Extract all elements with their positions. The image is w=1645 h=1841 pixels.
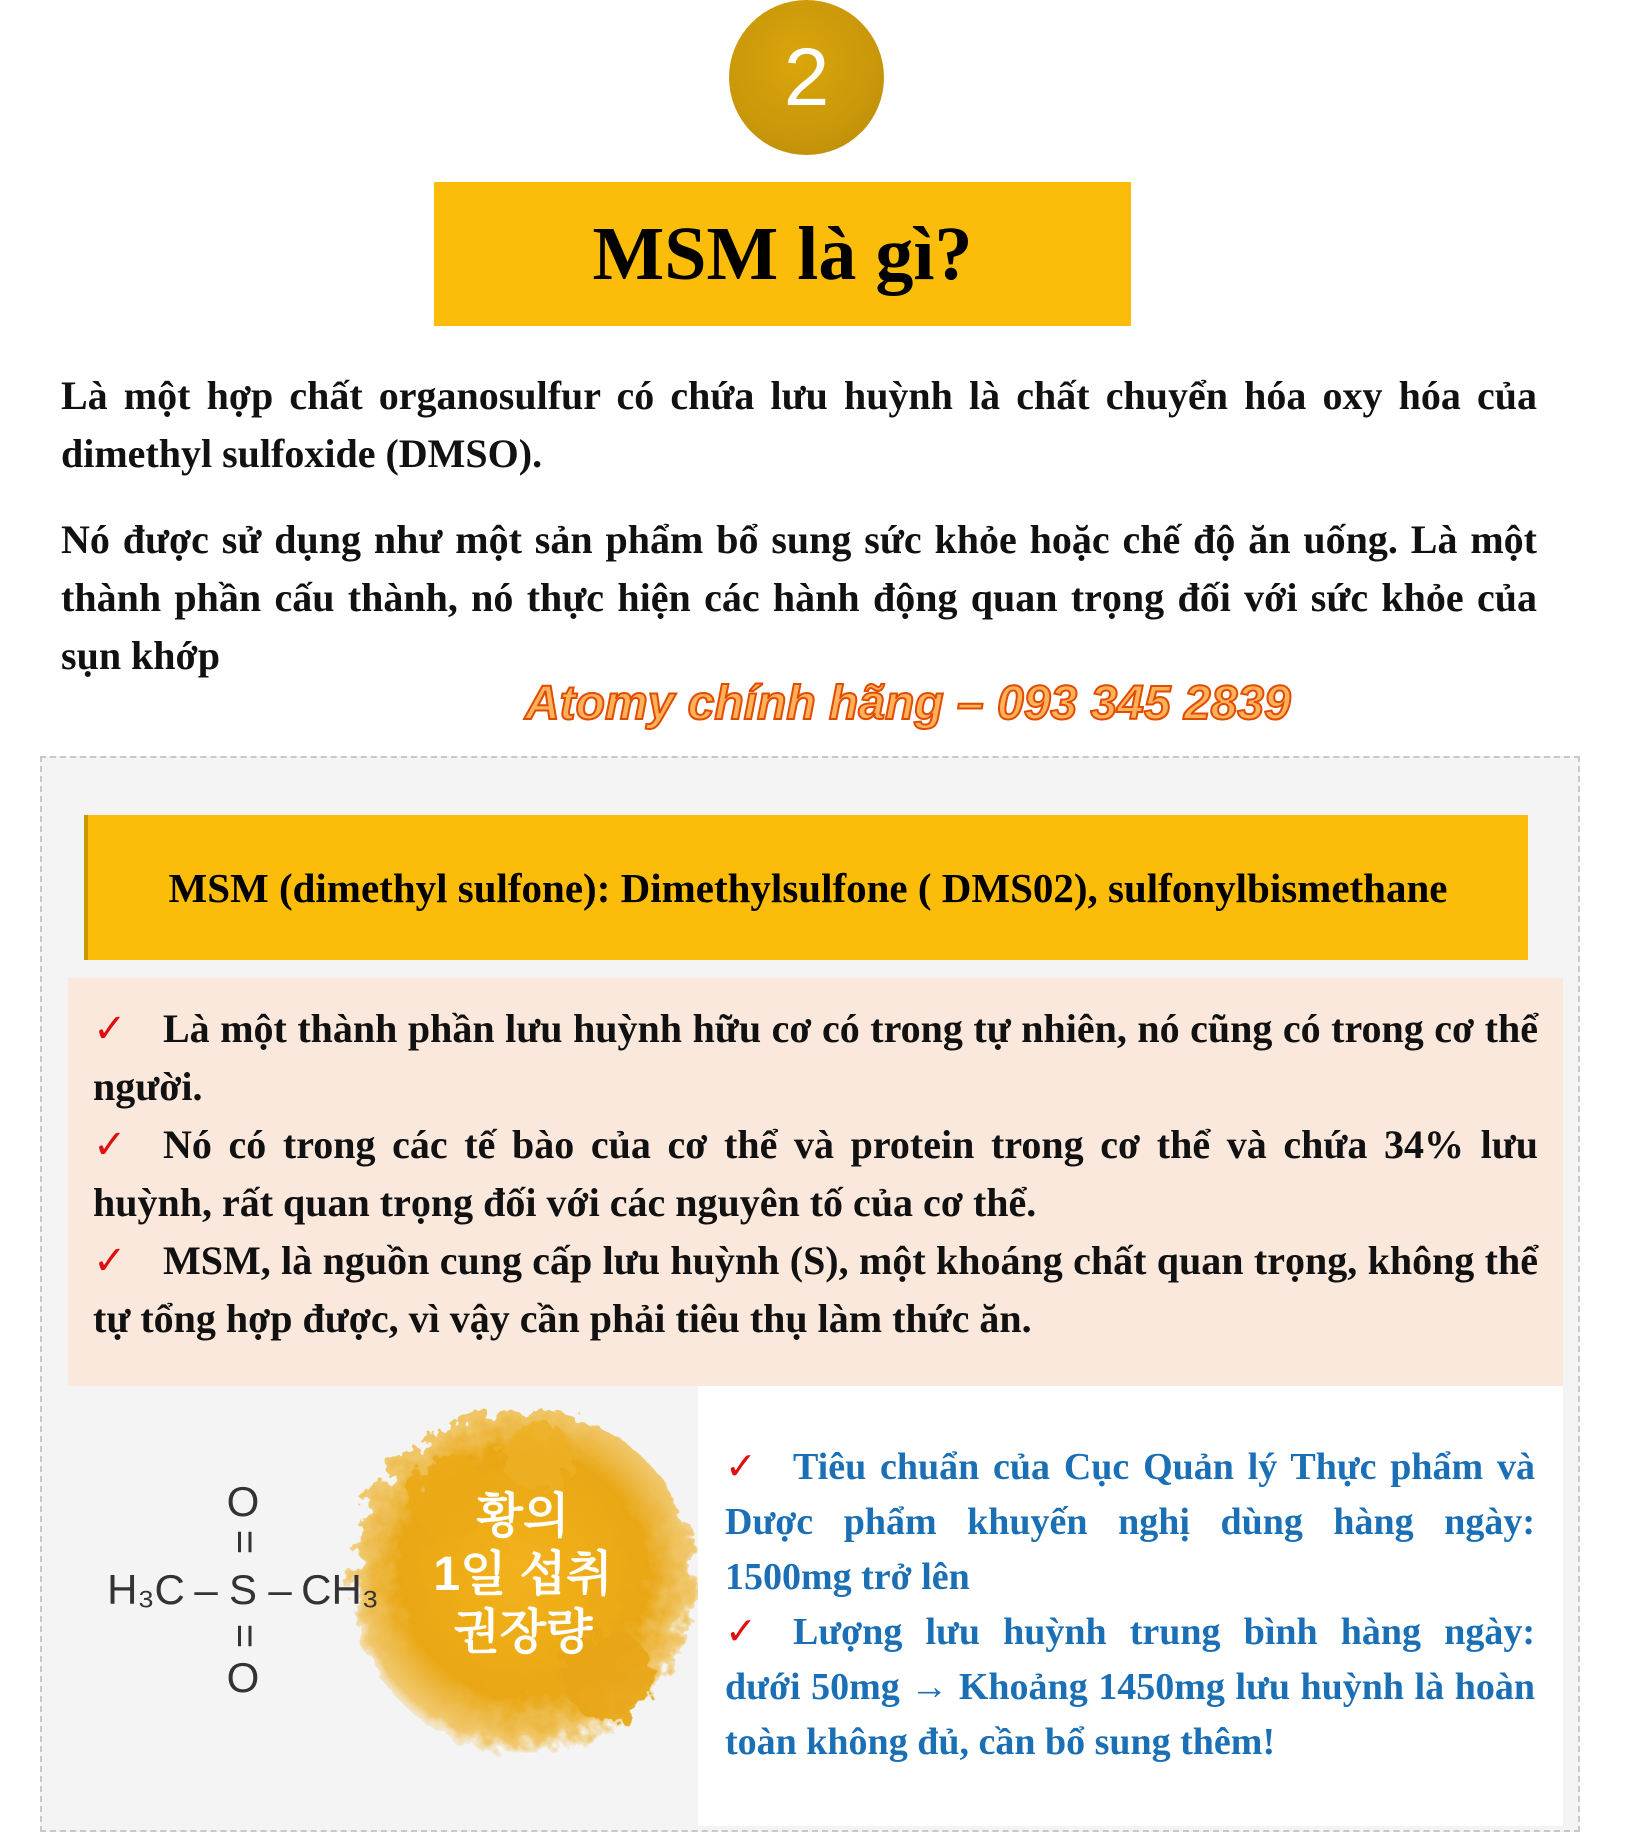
oxygen-bottom: O xyxy=(226,1654,260,1701)
methyl-right: CH₃ xyxy=(301,1566,379,1613)
intro-paragraph-2: Nó được sử dụng như một sản phẩm bổ sung sức khỏe hoặc chế độ ăn uống. Là một thành phần cấu thành, nó thực hiện các hành động quan trọng đối với sức khỏe của sụn khớp xyxy=(61,517,1537,678)
fact-item xyxy=(93,1232,1538,1348)
msm-illustration xyxy=(68,1386,698,1826)
check-icon: ✓ xyxy=(93,1122,127,1167)
fact-item xyxy=(93,1116,1538,1232)
intro-paragraph-1: Là một hợp chất organosulfur có chứa lưu huỳnh là chất chuyển hóa oxy hóa của dimethyl sulfoxide (DMSO). xyxy=(61,373,1537,476)
step-number: 2 xyxy=(783,31,830,123)
title-banner xyxy=(434,182,1131,326)
bond-right: – xyxy=(268,1566,292,1613)
fact-text: Là một thành phần lưu huỳnh hữu cơ có trong tự nhiên, nó cũng có trong cơ thể người. xyxy=(93,1006,1538,1109)
double-bond-bottom: = xyxy=(222,1623,269,1649)
msm-structure-image xyxy=(68,1386,698,1826)
check-icon: ✓ xyxy=(725,1611,757,1653)
oxygen-top: O xyxy=(226,1478,260,1525)
dosage-notes xyxy=(698,1386,1563,1826)
dose-note-text: Tiêu chuẩn của Cục Quản lý Thực phẩm và Dược phẩm khuyến nghị dùng hàng ngày: 1500mg trở lên xyxy=(725,1446,1535,1598)
bond-left: – xyxy=(194,1566,218,1613)
check-icon: ✓ xyxy=(725,1446,757,1488)
powder-label-line-3: 권장량 xyxy=(453,1606,593,1659)
fact-item xyxy=(93,1000,1538,1116)
step-number-badge xyxy=(729,0,884,155)
powder-label-line-1: 황의 xyxy=(476,1490,570,1543)
dose-note-text: Lượng lưu huỳnh trung bình hàng ngày: dưới 50mg → Khoảng 1450mg lưu huỳnh là hoàn toàn không đủ, cần bổ sung thêm! xyxy=(725,1611,1535,1763)
definition-title: MSM (dimethyl sulfone): Dimethylsulfone ( DMS02), sulfonylbismethane xyxy=(168,864,1448,911)
facts-box xyxy=(68,978,1563,1386)
definition-banner xyxy=(88,815,1528,960)
check-icon: ✓ xyxy=(93,1238,127,1283)
sulfur-atom: S xyxy=(228,1566,258,1613)
powder-label-line-2: 1일 섭취 xyxy=(433,1548,613,1601)
dose-note xyxy=(725,1440,1535,1605)
fact-text: Nó có trong các tế bào của cơ thể và protein trong cơ thể và chứa 34% lưu huỳnh, rất quan trọng đối với các nguyên tố của cơ thể. xyxy=(93,1122,1538,1225)
seller-watermark: Atomy chính hãng – 093 345 2839 xyxy=(525,677,1291,730)
check-icon: ✓ xyxy=(93,1006,127,1051)
fact-text: MSM, là nguồn cung cấp lưu huỳnh (S), một khoáng chất quan trọng, không thể tự tổng hợp được, vì vậy cần phải tiêu thụ làm thức ăn. xyxy=(93,1238,1538,1341)
double-bond-top: = xyxy=(222,1529,269,1555)
methyl-left: H₃C xyxy=(107,1566,185,1613)
dose-note xyxy=(725,1605,1535,1770)
page-title: MSM là gì? xyxy=(592,211,973,296)
